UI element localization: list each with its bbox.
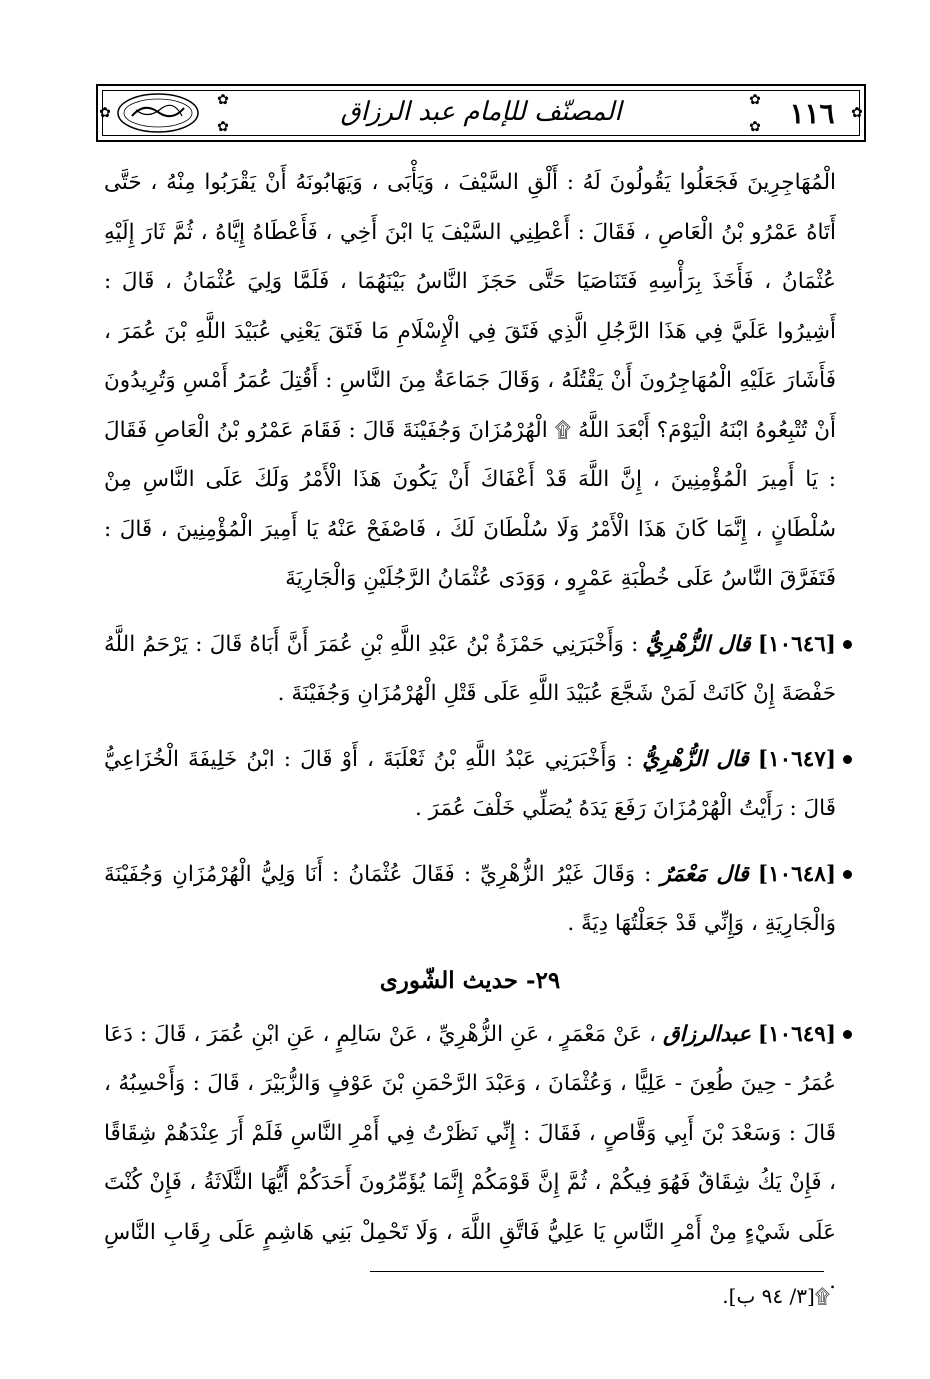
section-heading: ٢٩- حديث الشّورى	[379, 966, 561, 994]
seal-icon	[114, 90, 202, 136]
hadith-number: [١٠٦٤٦]	[757, 631, 836, 657]
hadith-number: [١٠٦٤٧]	[757, 746, 837, 772]
hadith-narrator: قال الزُّهْرِيُّ	[642, 746, 749, 772]
ornament-icon: ✿	[749, 91, 761, 108]
ornament-column	[736, 86, 774, 140]
book-logo-seal	[114, 90, 202, 136]
hadith-entry	[104, 735, 836, 834]
hadith-narrator: قال مَعْمَرٌ	[660, 861, 749, 887]
ornament-column	[98, 86, 112, 140]
hadith-text: : وَقَالَ غَيْرُ الزُّهْرِيِّ : فَقَالَ عُثْمَانُ : أَنَا وَلِيُّ الْهُرْمُزَانِ وَجُفَيْنَةَ وَالْجَارِيَةِ ، وَإِنِّي قَدْ جَعَلْتُهَا دِيَةً .	[104, 861, 836, 936]
hadith-number: [١٠٦٤٨]	[757, 861, 837, 887]
hadith-narrator: عبدالرزاق	[662, 1021, 751, 1047]
bullet-icon	[843, 755, 852, 764]
ornament-column	[204, 86, 242, 140]
bullet-icon	[843, 640, 852, 649]
hadith-text: : وَأَخْبَرَنِي حَمْزَةُ بْنُ عَبْدِ اللَّهِ بْنِ عُمَرَ أَنَّ أَبَاهُ قَالَ : يَرْحَمُ اللَّهُ حَفْصَةَ إِنْ كَانَتْ لَمَنْ شَجَّعَ عُبَيْدَ اللَّهِ عَلَى قَتْلِ الْهُرْمُزَانِ وَجُفَيْنَةَ .	[104, 631, 836, 706]
ornament-column	[850, 86, 864, 140]
footnote: ۩[٣/ ٩٤ ب].	[722, 1284, 830, 1308]
bullet-icon	[843, 870, 852, 879]
hadith-text: : وَأَخْبَرَنِي عَبْدُ اللَّهِ بْنُ ثَعْلَبَةَ ، أَوْ قَالَ : ابْنُ خَلِيفَةَ الْخُزَاعِيُّ قَالَ : رَأَيْتُ الْهُرْمُزَانَ رَفَعَ يَدَهُ يُصَلِّي خَلْفَ عُمَرَ .	[104, 746, 836, 821]
ornament-icon: ✿	[217, 91, 229, 108]
footnote-divider	[370, 1271, 824, 1272]
running-header	[96, 84, 866, 142]
ornament-icon: ✿	[99, 105, 111, 121]
page-number: ١١٦	[789, 96, 835, 130]
hadith-number: [١٠٦٤٩]	[757, 1021, 836, 1047]
hadith-text: ، عَنْ مَعْمَرٍ ، عَنِ الزُّهْرِيِّ ، عَنْ سَالِمٍ ، عَنِ ابْنِ عُمَرَ ، قَالَ : دَعَا عُمَرُ - حِينَ طُعِنَ - عَلِيًّا ، وَعُثْمَانَ ، وَعَبْدَ الرَّحْمَنِ بْنَ عَوْفٍ وَالزُّبَيْرَ ، قَالَ : وَأَحْسِبُهُ ، قَالَ : وَسَعْدَ بْنَ أَبِي وَقَّاصٍ ، فَقَالَ : إِنِّي نَظَرْتُ فِي أَمْرِ النَّاسِ فَلَمْ أَرَ عِنْدَهُمْ شِقَاقًا ، فَإِنْ يَكُ شِقَاقٌ فَهُوَ فِيكُمْ ، ثُمَّ إِنَّ قَوْمَكُمْ إِنَّمَا يُؤَمِّرُونَ أَحَدَكُمْ أَيُّهَا الثَّلَاثَةُ ، فَإِنْ كُنْتَ عَلَى شَيْءٍ مِنْ أَمْرِ النَّاسِ يَا عَلِيُّ فَاتَّقِ اللَّهَ ، وَلَا تَحْمِلْ بَنِي هَاشِمٍ عَلَى رِقَابِ النَّاسِ .	[104, 1021, 836, 1294]
ornament-icon: ✿	[749, 118, 761, 135]
book-title: المصنّف للإمام عبد الرزاق	[340, 97, 622, 127]
ornament-icon: ✿	[851, 105, 863, 121]
bullet-icon	[843, 1030, 852, 1039]
hadith-entry	[104, 850, 836, 949]
page-body	[104, 158, 836, 1307]
hadith-entry	[104, 1010, 836, 1307]
hadith-entry	[104, 620, 836, 719]
hadith-narrator: قال الزُّهْرِيُّ	[645, 631, 751, 657]
ornament-icon: ✿	[217, 118, 229, 135]
continued-narration: الْمُهَاجِرِينَ فَجَعَلُوا يَقُولُونَ لَهُ : أَلْقِ السَّيْفَ ، وَيَأْبَى ، وَيَهَابُونَهُ أَنْ يَقْرَبُوا مِنْهُ ، حَتَّى أَتَاهُ عَمْرُو بْنُ الْعَاصِ ، فَقَالَ : أَعْطِنِي السَّيْفَ يَا ابْنَ أَخِي ، فَأَعْطَاهُ إِيَّاهُ ، ثُمَّ ثَارَ إِلَيْهِ عُثْمَانُ ، فَأَخَذَ بِرَأْسِهِ فَتَنَاصَيَا حَتَّى حَجَزَ النَّاسُ بَيْنَهُمَا ، فَلَمَّا وَلِيَ عُثْمَانُ ، قَالَ : أَشِيرُوا عَلَيَّ فِي هَذَا الرَّجُلِ الَّذِي فَتَقَ فِي الْإِسْلَامِ مَا فَتَقَ يَعْنِي عُبَيْدَ اللَّهِ بْنَ عُمَرَ ، فَأَشَارَ عَلَيْهِ الْمُهَاجِرُونَ أَنْ يَقْتُلَهُ ، وَقَالَ جَمَاعَةٌ مِنَ النَّاسِ : أَقُتِلَ عُمَرُ أَمْسِ وَتُرِيدُونَ أَنْ تُتْبِعُوهُ ابْنَهُ الْيَوْمَ؟ أَبْعَدَ اللَّهُ ۩ الْهُرْمُزَانَ وَجُفَيْنَةَ قَالَ : فَقَامَ عَمْرُو بْنُ الْعَاصِ فَقَالَ : يَا أَمِيرَ الْمُؤْمِنِينَ ، إِنَّ اللَّهَ قَدْ أَعْفَاكَ أَنْ يَكُونَ هَذَا الْأَمْرُ وَلَكَ عَلَى النَّاسِ مِنْ سُلْطَانٍ ، إِنَّمَا كَانَ هَذَا الْأَمْرُ وَلَا سُلْطَانَ لَكَ ، فَاصْفَحْ عَنْهُ يَا أَمِيرَ الْمُؤْمِنِينَ ، قَالَ : فَتَفَرَّقَ النَّاسُ عَلَى خُطْبَةِ عَمْرٍو ، وَوَدَى عُثْمَانُ الرَّجُلَيْنِ وَالْجَارِيَةَ	[104, 170, 836, 591]
